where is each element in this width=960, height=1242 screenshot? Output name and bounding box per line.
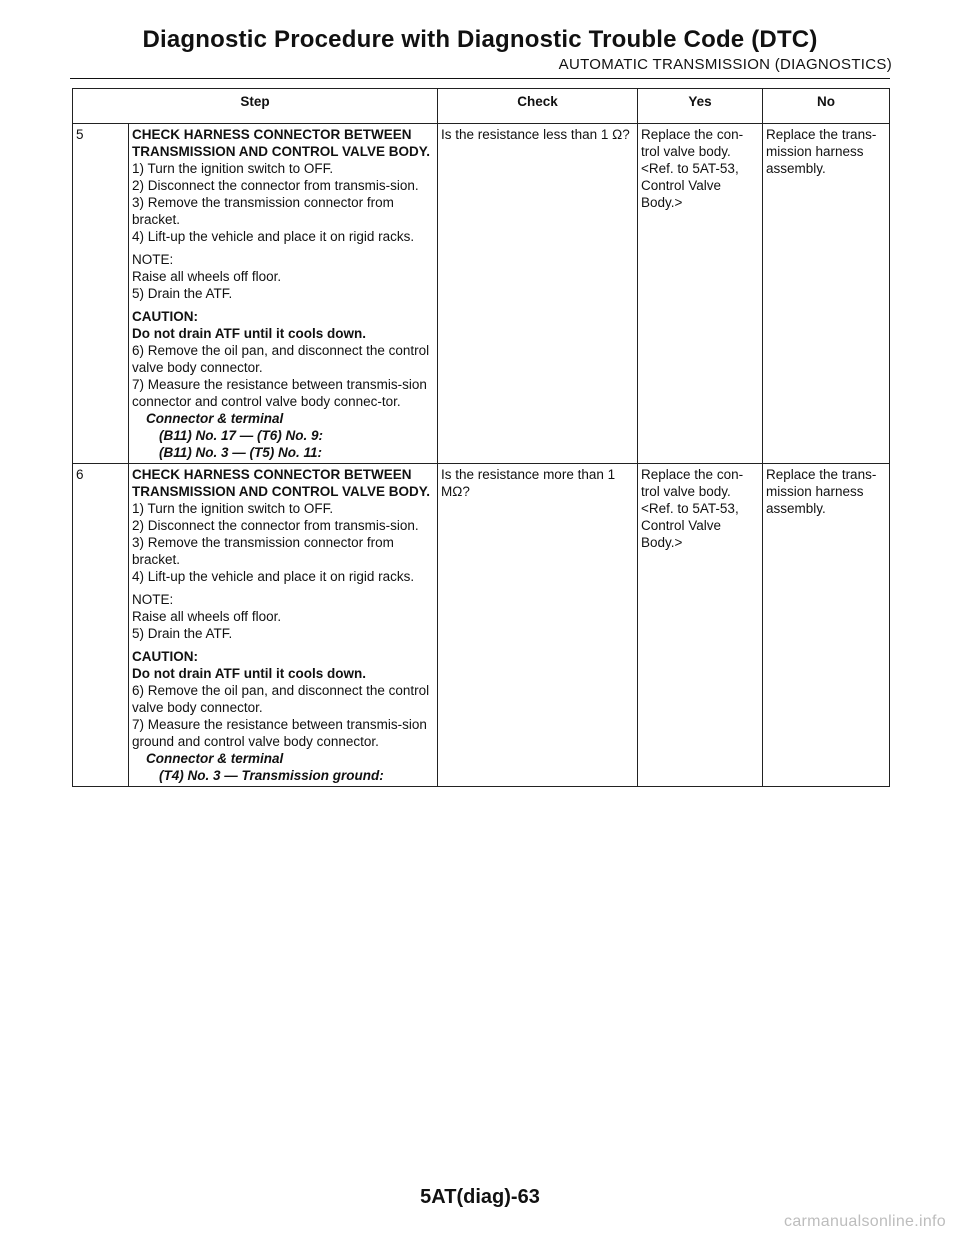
step-instruction: 4) Lift-up the vehicle and place it on rigid racks. [132,229,415,244]
no-cell: Replace the trans-mission harness assembly. [763,124,890,464]
column-header-no: No [763,89,890,124]
caution-text: Do not drain ATF until it cools down. [132,666,366,681]
step-instruction: 4) Lift-up the vehicle and place it on rigid racks. [132,569,415,584]
page-number: 5AT(diag)-63 [420,1186,540,1208]
step-instruction: 5) Drain the ATF. [132,286,233,301]
connector-terminal-label: Connector & terminal [146,411,284,426]
table-row [73,124,890,464]
check-cell: Is the resistance more than 1 MΩ? [438,464,638,787]
watermark: carmanualsonline.info [784,1213,946,1230]
step-instruction: 1) Turn the ignition switch to OFF. [132,161,334,176]
step-instruction: 2) Disconnect the connector from transmis-sion. [132,518,419,533]
step-heading: CHECK HARNESS CONNECTOR BETWEEN TRANSMISSION AND CONTROL VALVE BODY. [132,467,431,499]
step-instruction: 6) Remove the oil pan, and disconnect the control valve body connector. [132,343,430,375]
note-text: Raise all wheels off floor. [132,609,282,624]
step-instruction: 7) Measure the resistance between transmis-sion ground and control valve body connector. [132,717,427,749]
step-instruction: 1) Turn the ignition switch to OFF. [132,501,334,516]
step-description [129,464,438,787]
yes-cell: Replace the con-trol valve body. <Ref. to 5AT-53, Control Valve Body.> [638,124,763,464]
step-heading: CHECK HARNESS CONNECTOR BETWEEN TRANSMISSION AND CONTROL VALVE BODY. [132,127,431,159]
page-title: Diagnostic Procedure with Diagnostic Trouble Code (DTC) [142,26,818,53]
step-description [129,124,438,464]
caution-text: Do not drain ATF until it cools down. [132,326,366,341]
step-instruction: 3) Remove the transmission connector from bracket. [132,535,394,567]
step-instruction: 6) Remove the oil pan, and disconnect the control valve body connector. [132,683,430,715]
connector-terminal-item: (B11) No. 3 — (T5) No. 11: [159,445,323,460]
table-header-row [73,89,890,124]
check-cell: Is the resistance less than 1 Ω? [438,124,638,464]
connector-terminal-item: (T4) No. 3 — Transmission ground: [159,768,384,783]
note-text: Raise all wheels off floor. [132,269,282,284]
no-cell: Replace the trans-mission harness assembly. [763,464,890,787]
table-row [73,464,890,787]
step-instruction: 7) Measure the resistance between transmis-sion connector and control valve body connec-tor. [132,377,427,409]
step-number: 5 [73,124,129,464]
column-header-step: Step [73,89,438,124]
step-instruction: 2) Disconnect the connector from transmis-sion. [132,178,419,193]
caution-label: CAUTION: [132,649,198,664]
step-instruction: 3) Remove the transmission connector from bracket. [132,195,394,227]
diagnostic-procedure-table [72,88,890,787]
step-number: 6 [73,464,129,787]
connector-terminal-item: (B11) No. 17 — (T6) No. 9: [159,428,324,443]
note-label: NOTE: [132,592,174,607]
section-subtitle: AUTOMATIC TRANSMISSION (DIAGNOSTICS) [558,56,892,73]
column-header-yes: Yes [638,89,763,124]
header-divider [70,78,890,79]
step-instruction: 5) Drain the ATF. [132,626,233,641]
note-label: NOTE: [132,252,174,267]
connector-terminal-label: Connector & terminal [146,751,284,766]
column-header-check: Check [438,89,638,124]
caution-label: CAUTION: [132,309,198,324]
yes-cell: Replace the con-trol valve body. <Ref. to 5AT-53, Control Valve Body.> [638,464,763,787]
